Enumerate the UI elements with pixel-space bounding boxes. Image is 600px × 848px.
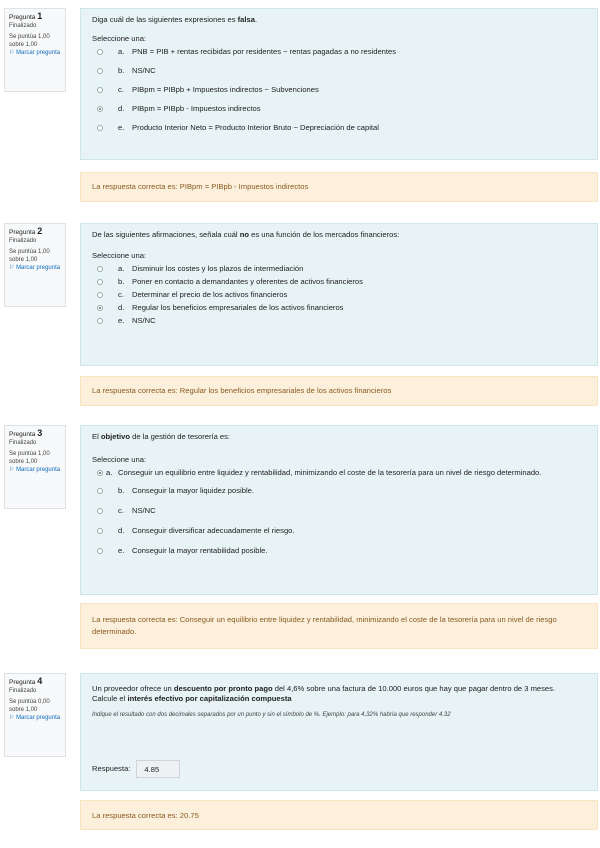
- answer-format-hint: Indique el resultado con dos decimales separados por un punto y sin el símbolo de %. Ejemplo: para 4,32% habría que responder 4.32: [92, 712, 451, 718]
- question-text: De las siguientes afirmaciones, señala cuál no es una función de los mercados financieros:: [92, 230, 400, 239]
- correct-answer-feedback-4: La respuesta correcta es: 20.75: [80, 800, 598, 830]
- question-score: Se puntúa 1,00 sobre 1,00: [9, 34, 50, 48]
- question-number: Pregunta 2: [9, 226, 43, 236]
- question-info-1: [4, 8, 66, 92]
- answer-options: [92, 47, 586, 133]
- flag-icon: ⚐: [9, 265, 15, 271]
- flag-question-link[interactable]: ⚐ Marcar pregunta: [9, 467, 61, 473]
- radio-button-selected[interactable]: [97, 305, 103, 311]
- option-b[interactable]: b. NS/NC: [92, 66, 586, 76]
- question-score: Se puntúa 0,00 sobre 1,00: [9, 699, 50, 713]
- option-c[interactable]: c. NS/NC: [92, 506, 586, 516]
- radio-button-selected[interactable]: [97, 470, 103, 476]
- radio-button[interactable]: [97, 125, 103, 131]
- answer-options: [92, 264, 586, 326]
- question-info-3: [4, 425, 66, 509]
- option-c[interactable]: c. PIBpm = PIBpb + Impuestos indirectos − Subvenciones: [92, 85, 586, 95]
- option-d[interactable]: d. Conseguir diversificar adecuadamente el riesgo.: [92, 526, 586, 536]
- correct-answer-feedback-2: La respuesta correcta es: Regular los beneficios empresariales de los activos financieros: [80, 376, 598, 406]
- radio-button[interactable]: [97, 548, 103, 554]
- option-b[interactable]: b. Poner en contacto a demandantes y oferentes de activos financieros: [92, 277, 586, 287]
- select-prompt: Seleccione una:: [92, 34, 147, 43]
- question-content-1: [80, 8, 598, 160]
- option-d[interactable]: d. PIBpm = PIBpb - Impuestos indirectos: [92, 104, 586, 114]
- question-text: Un proveedor ofrece un descuento por pronto pago del 4,6% sobre una factura de 10.000 euros que hay que pagar dentro de 3 meses. Calcule el interés efectivo por capitalización compuesta: [92, 684, 556, 703]
- option-e[interactable]: e. Conseguir la mayor rentabilidad posible.: [92, 546, 586, 556]
- radio-button[interactable]: [97, 488, 103, 494]
- option-d[interactable]: d. Regular los beneficios empresariales de los activos financieros: [92, 303, 586, 313]
- answer-options: [92, 468, 586, 556]
- question-text: El objetivo de la gestión de tesorería es:: [92, 432, 231, 441]
- option-e[interactable]: e. Producto Interior Neto = Producto Interior Bruto − Depreciación de capital: [92, 123, 586, 133]
- answer-row: [92, 760, 586, 778]
- question-number: Pregunta 4: [9, 676, 43, 686]
- flag-question-link[interactable]: ⚐ Marcar pregunta: [9, 50, 61, 56]
- flag-question-link[interactable]: ⚐ Marcar pregunta: [9, 265, 61, 271]
- question-state: Finalizado: [9, 238, 37, 244]
- radio-button[interactable]: [97, 318, 103, 324]
- question-content-2: [80, 223, 598, 366]
- radio-button[interactable]: [97, 508, 103, 514]
- question-info-4: [4, 673, 66, 757]
- question-number: Pregunta 3: [9, 428, 43, 438]
- question-content-4: [80, 673, 598, 791]
- answer-input[interactable]: 4.85: [136, 760, 180, 778]
- question-content-3: [80, 425, 598, 595]
- radio-button[interactable]: [97, 49, 103, 55]
- select-prompt: Seleccione una:: [92, 251, 147, 260]
- option-c[interactable]: c. Determinar el precio de los activos financieros: [92, 290, 586, 300]
- answer-label: Respuesta:: [92, 764, 131, 773]
- correct-answer-feedback-3: La respuesta correcta es: Conseguir un equilibrio entre liquidez y rentabilidad, minimizando el coste de la tesorería para un nivel de riesgo determinado.: [80, 603, 598, 649]
- select-prompt: Seleccione una:: [92, 455, 147, 464]
- radio-button[interactable]: [97, 292, 103, 298]
- radio-button[interactable]: [97, 68, 103, 74]
- question-state: Finalizado: [9, 23, 37, 29]
- radio-button[interactable]: [97, 87, 103, 93]
- flag-icon: ⚐: [9, 715, 15, 721]
- option-a[interactable]: a. Disminuir los costes y los plazos de intermediación: [92, 264, 586, 274]
- question-state: Finalizado: [9, 688, 37, 694]
- radio-button-selected[interactable]: [97, 106, 103, 112]
- question-info-2: [4, 223, 66, 307]
- option-a[interactable]: a. PNB = PIB + rentas recibidas por residentes − rentas pagadas a no residentes: [92, 47, 586, 57]
- radio-button[interactable]: [97, 279, 103, 285]
- question-number: Pregunta 1: [9, 11, 43, 21]
- option-a[interactable]: a. Conseguir un equilibrio entre liquidez y rentabilidad, minimizando el coste de la tesorería para un nivel de riesgo determinado.: [92, 468, 586, 478]
- radio-button[interactable]: [97, 266, 103, 272]
- flag-icon: ⚐: [9, 50, 15, 56]
- correct-answer-feedback-1: La respuesta correcta es: PIBpm = PIBpb - Impuestos indirectos: [80, 172, 598, 202]
- flag-icon: ⚐: [9, 467, 15, 473]
- radio-button[interactable]: [97, 528, 103, 534]
- question-text: Diga cuál de las siguientes expresiones es falsa.: [92, 15, 258, 24]
- question-score: Se puntúa 1,00 sobre 1,00: [9, 451, 50, 465]
- option-b[interactable]: b. Conseguir la mayor liquidez posible.: [92, 486, 586, 496]
- flag-question-link[interactable]: ⚐ Marcar pregunta: [9, 715, 61, 721]
- question-score: Se puntúa 1,00 sobre 1,00: [9, 249, 50, 263]
- option-e[interactable]: e. NS/NC: [92, 316, 586, 326]
- question-state: Finalizado: [9, 440, 37, 446]
